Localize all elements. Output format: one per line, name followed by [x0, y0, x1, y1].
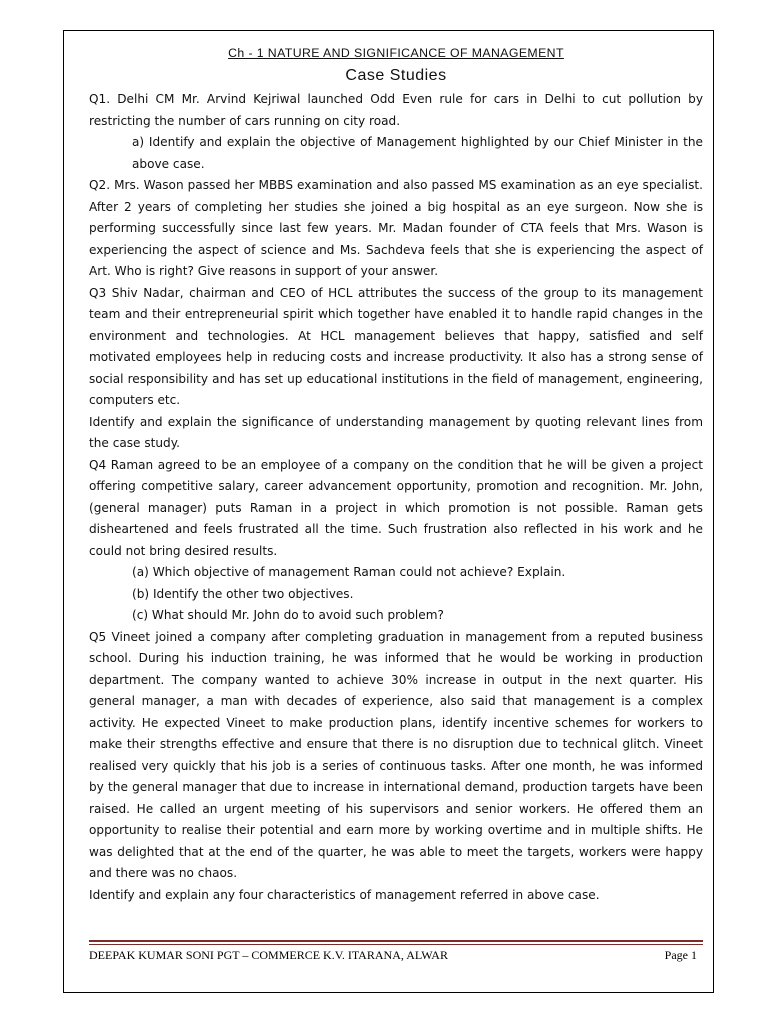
question-3-task: Identify and explain the significance of understanding management by quoting relevant lines from the case study.: [89, 414, 703, 450]
page-footer: [89, 948, 697, 963]
question-2: Q2. Mrs. Wason passed her MBBS examination and also passed MS examination as an eye specialist. After 2 years of completing her studies she joined a big hospital as an eye surgeon. Now she is performing successfully since last few years. Mr. Madan founder of CTA feels that Mrs. Wason is experiencing the aspect of science and Ms. Sachdeva feels that she is experiencing the aspect of Art. Who is right? Give reasons in support of your answer.: [89, 178, 703, 278]
question-5-task: Identify and explain any four characteristics of management referred in above case.: [89, 887, 600, 902]
footer-rule-thick: [89, 940, 703, 942]
question-3: Q3 Shiv Nadar, chairman and CEO of HCL attributes the success of the group to its management team and their entrepreneurial spirit which together have enabled it to handle rapid changes in the environment and technologies. At HCL management believes that happy, satisfied and self motivated employees help in reducing costs and increase productivity. It also has a strong sense of social responsibility and has set up educational institutions in the field of management, engineering, computers etc.: [89, 285, 703, 407]
question-1-part-a: a) Identify and explain the objective of Management highlighted by our Chief Minister in the above case.: [132, 135, 703, 171]
case-studies-heading: Case Studies: [345, 67, 447, 84]
question-1: Q1. Delhi CM Mr. Arvind Kejriwal launched Odd Even rule for cars in Delhi to cut pollution by restricting the number of cars running on city road.: [89, 92, 703, 128]
document-body: [89, 40, 703, 906]
question-5: Q5 Vineet joined a company after completing graduation in management from a reputed business school. During his induction training, he was informed that he would be working in production department. The company wanted to achieve 30% increase in output in the next quarter. His general manager, a man with decades of experience, also said that management is a complex activity. He expected Vineet to make production plans, identify incentive schemes for workers to make their strengths effective and ensure that there is no disruption due to technical glitch. Vineet realised very quickly that his job is a series of continuous tasks. After one month, he was informed by the general manager that due to increase in international demand, production targets have been raised. He called an urgent meeting of his supervisors and senior workers. He offered them an opportunity to realise their potential and earn more by working overtime and in multiple shifts. He was delighted that at the end of the quarter, he was able to meet the targets, workers were happy and there was no chaos.: [89, 629, 703, 880]
chapter-title: Ch - 1 NATURE AND SIGNIFICANCE OF MANAGEMENT: [228, 46, 564, 60]
question-4-part-a: (a) Which objective of management Raman could not achieve? Explain.: [132, 565, 566, 579]
page-number: Page 1: [664, 948, 697, 962]
question-4-part-b: (b) Identify the other two objectives.: [132, 586, 354, 601]
question-4-part-c: (c) What should Mr. John do to avoid such problem?: [132, 608, 444, 622]
question-4: Q4 Raman agreed to be an employee of a company on the condition that he will be given a project offering competitive salary, career advancement opportunity, promotion and recognition. Mr. John, (general manager) puts Raman in a project in which promotion is not possible. Raman gets disheartened and feels frustrated all the time. Such frustration also reflected in his work and he could not bring desired results.: [89, 457, 703, 558]
footer-rule-thin: [89, 944, 703, 945]
footer-author: DEEPAK KUMAR SONI PGT – COMMERCE K.V. ITARANA, ALWAR: [89, 948, 448, 962]
